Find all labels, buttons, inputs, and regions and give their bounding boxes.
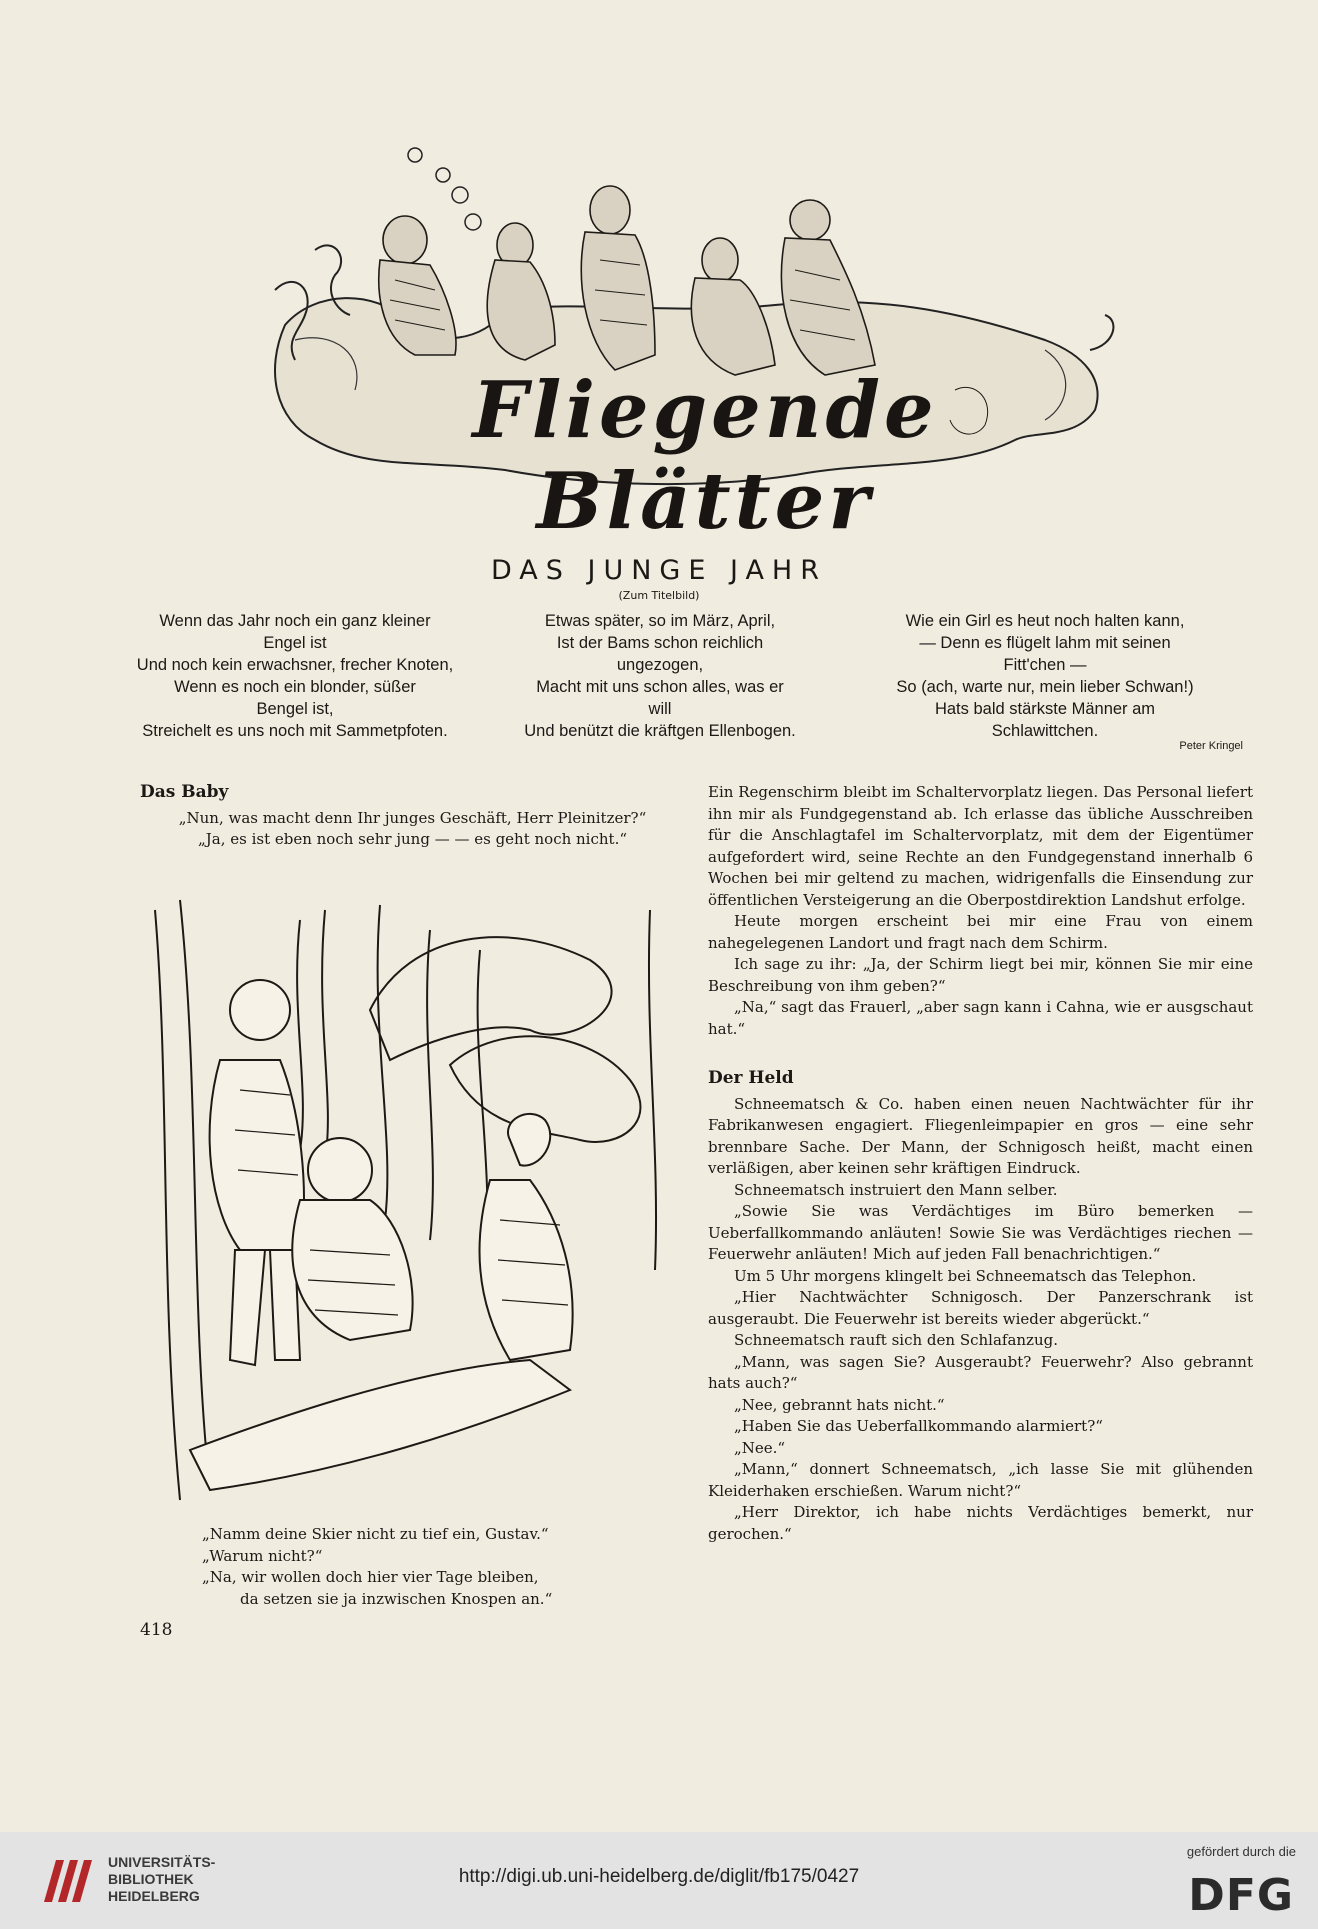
page-number: 418 — [140, 1620, 173, 1640]
library-name: UNIVERSITÄTS- BIBLIOTHEK HEIDELBERG — [108, 1854, 216, 1904]
baby-line: „Ja, es ist eben noch sehr jung — — es geht noch nicht.“ — [197, 830, 628, 848]
right-column — [708, 782, 1253, 1545]
held-paragraph: Um 5 Uhr morgens klingelt bei Schneematsch das Telephon. — [734, 1266, 1197, 1285]
poem-author: Peter Kringel — [1179, 740, 1243, 752]
held-paragraph: „Herr Direktor, ich habe nichts Verdächtiges bemerkt, nur gerochen.“ — [708, 1503, 1253, 1543]
umbrella-paragraph: „Na,“ sagt das Frauerl, „aber sagn kann i Cahna, wie er ausgschaut hat.“ — [708, 998, 1253, 1038]
poem-column-2: Etwas später, so im März, April, Ist der Bams schon reichlich ungezogen, Macht mit uns schon alles, was er will Und benützt die kräftgen Ellenbogen. — [524, 612, 796, 740]
held-paragraph: „Nee, gebrannt hats nicht.“ — [734, 1395, 945, 1414]
caption-line: „Warum nicht?“ — [202, 1546, 323, 1565]
left-column — [140, 782, 685, 851]
held-paragraph: „Haben Sie das Ueberfallkommando alarmiert?“ — [734, 1417, 1103, 1435]
masthead-title: Fliegende Blätter — [472, 365, 938, 547]
held-paragraph: Schneematsch instruiert den Mann selber. — [734, 1180, 1058, 1199]
poem-column-3: Wie ein Girl es heut noch halten kann, — Denn es flügelt lahm mit seinen Fitt'chen — So (ach, warte nur, mein lieber Schwan!) Hats bald stärkste Männer am Schlawittchen. — [896, 612, 1194, 740]
umbrella-paragraph: Ein Regenschirm bleibt im Schaltervorplatz liegen. Das Personal liefert ihn mir als Fundgegenstand ab. Ich erlasse das übliche Ausschreiben für die Anschlagtafel im Schaltervorplatz, mit dem der Eigentümer aufgefordert wird, seine Rechte an den Fundgegenstand innerhalb 6 Wochen bei mir geltend zu machen, widrigenfalls die Einsendung zur öffentlichen Versteigerung an die Oberpostdirektion Landshut erfolge. — [708, 783, 1253, 909]
caption-line: „Na, wir wollen doch hier vier Tage bleiben, — [202, 1568, 539, 1586]
held-heading: Der Held — [708, 1068, 794, 1088]
baby-line: „Nun, was macht denn Ihr junges Geschäft, Herr Pleinitzer?“ — [178, 808, 647, 827]
caption-line: da setzen sie ja inzwischen Knospen an.“ — [240, 1589, 553, 1608]
umbrella-paragraph: Ich sage zu ihr: „Ja, der Schirm liegt bei mir, können Sie mir eine Beschreibung von ihm geben?“ — [708, 955, 1253, 995]
held-paragraph: „Sowie Sie was Verdächtiges im Büro bemerken — Ueberfallkommando anläuten! Sowie Sie was Verdächtiges riechen — Feuerwehr anläuten! Mich auf jeden Fall benachrichtigen.“ — [708, 1202, 1253, 1263]
poem-subtitle: (Zum Titelbild) — [618, 589, 700, 602]
dfg-logo: DFG — [1188, 1870, 1294, 1921]
held-paragraph: Schneematsch rauft sich den Schlafanzug. — [734, 1331, 1058, 1349]
cartoon-caption — [180, 1524, 660, 1610]
masthead — [255, 140, 1125, 547]
held-paragraph: „Hier Nachtwächter Schnigosch. Der Panzerschrank ist ausgeraubt. Die Feuerwehr ist bereits wieder abgerückt.“ — [708, 1288, 1253, 1328]
held-paragraph: „Mann,“ donnert Schneematsch, „ich lasse Sie mit glühenden Kleiderhaken erschießen. Warum nicht?“ — [708, 1460, 1253, 1500]
held-paragraph: Schneematsch & Co. haben einen neuen Nachtwächter für ihr Fabrikanwesen engagiert. Fliegenleimpapier en gros — eine sehr brennbare Sache. Der Mann, der Schnigosch heißt, macht einen verläßigen, aber keinen sehr kräftigen Eindruck. — [708, 1094, 1253, 1177]
umbrella-paragraph: Heute morgen erscheint bei mir eine Frau von einem nahegelegenen Landort und fragt nach dem Schirm. — [708, 912, 1253, 952]
footer-bar — [0, 1832, 1318, 1929]
held-paragraph: „Nee.“ — [734, 1438, 786, 1457]
permalink-url[interactable]: http://digi.ub.uni-heidelberg.de/diglit/fb175/0427 — [458, 1866, 860, 1887]
caption-line: „Namm deine Skier nicht zu tief ein, Gustav.“ — [202, 1525, 549, 1543]
ski-cartoon-illustration — [150, 890, 685, 1510]
poem-column-1: Wenn das Jahr noch ein ganz kleiner Engel ist Und noch kein erwachsner, frecher Knoten, Wenn es noch ein blonder, süßer Bengel ist, Streichelt es uns noch mit Sammetpfoten. — [136, 612, 454, 740]
baby-heading: Das Baby — [140, 782, 229, 802]
funding-note: gefördert durch die — [1186, 1844, 1296, 1859]
poem-title: DAS JUNGE JAHR — [490, 555, 827, 586]
held-paragraph: „Mann, was sagen Sie? Ausgeraubt? Feuerwehr? Also gebrannt hats auch?“ — [708, 1352, 1253, 1392]
